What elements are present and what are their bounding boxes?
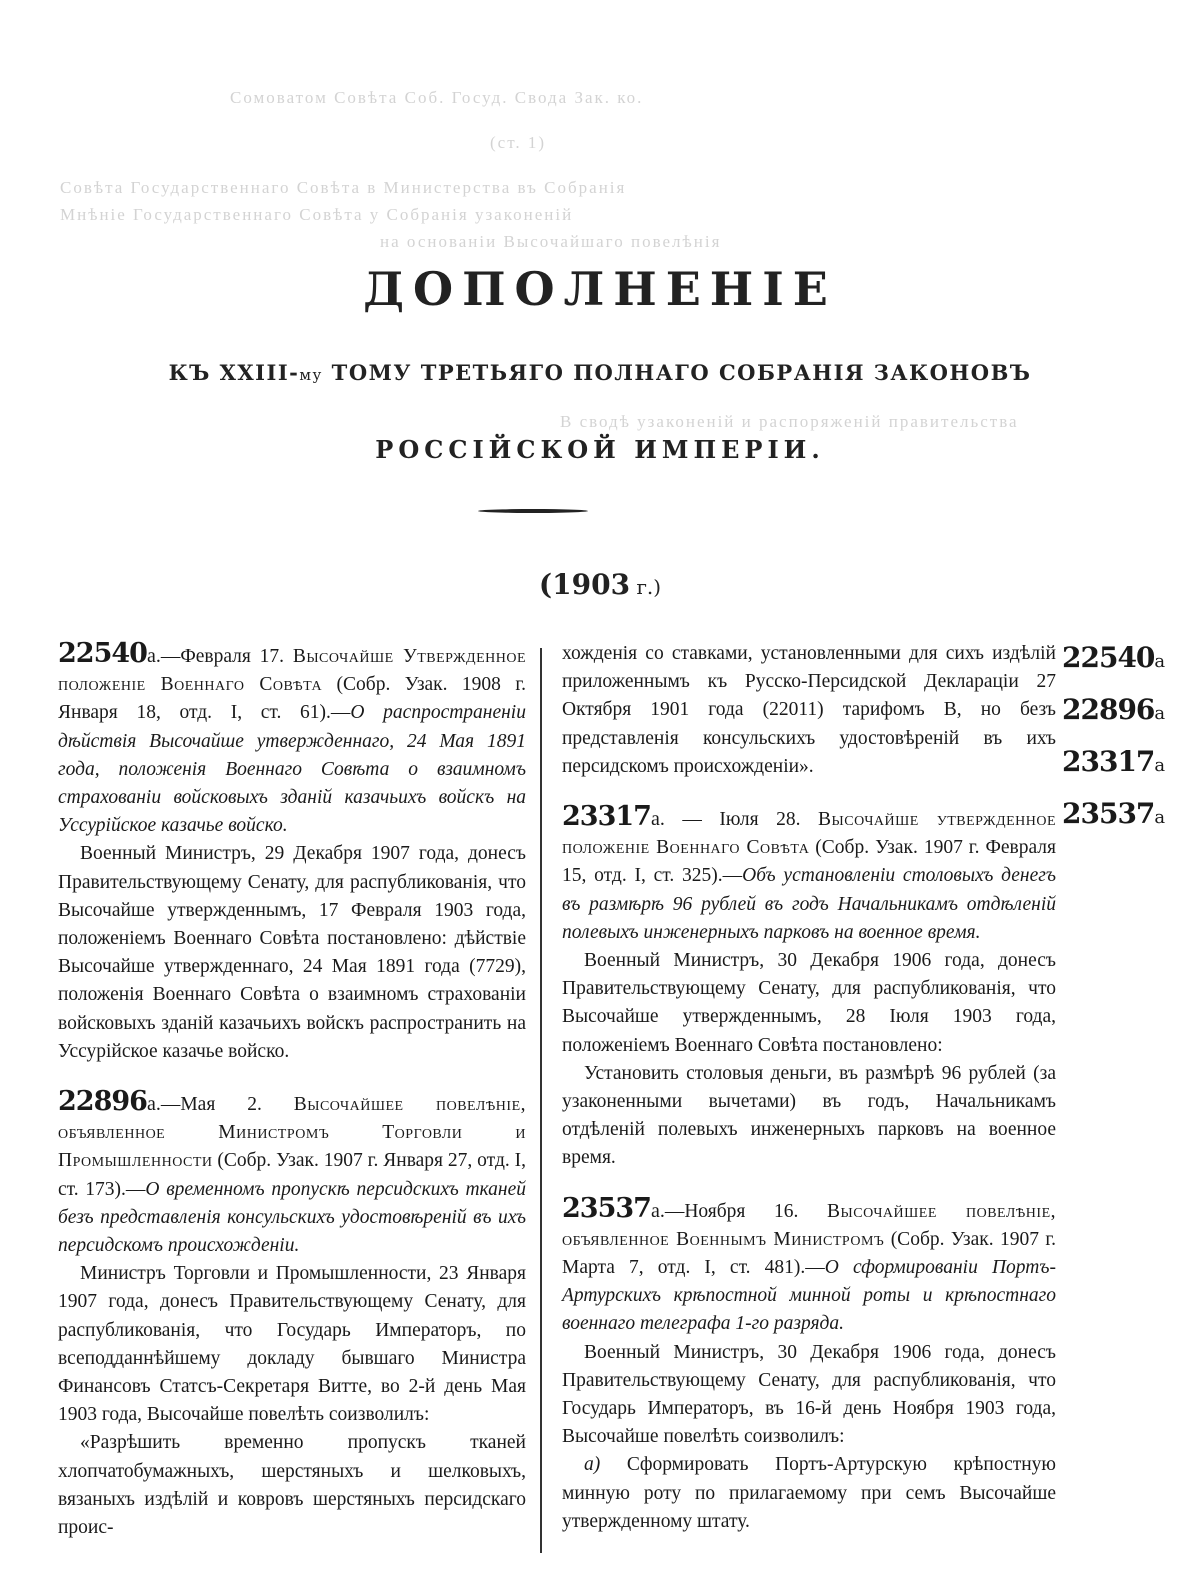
entry-date: — Іюля 28. xyxy=(664,809,801,831)
entry-paragraph: Военный Министръ, 30 Декабря 1906 года, донесъ Правительствующему Сенату, для распубликованія, что Государь Императоръ, въ 16-й день Ноября 1903 года, Высочайше повелѣть соизволилъ: xyxy=(562,1341,1056,1448)
entry-paragraph: хожденія со ставками, установленными для сихъ издѣлій приложеннымъ къ Русско-Персидской Деклараціи 27 Октября 1901 года (22011) тарифомъ В, но безъ представленія консульскихъ удостовѣреній въ ихъ персидскомъ происхожденіи». xyxy=(562,643,1056,777)
entry-title: Объ установленіи столовыхъ денегъ въ размѣрѣ 96 рублей въ годъ Начальникамъ отдѣленій полевыхъ инженерныхъ парковъ на военное время. xyxy=(562,865,1056,943)
entry-title: О распространеніи дѣйствія Высочайше утвержденнаго, 24 Мая 1891 года, положенія Военнаго Совѣта о взаимномъ страхованіи войсковыхъ зданій казачьихъ войскъ на Уссурійское казачье войско. xyxy=(58,702,526,837)
bleed-through-line: Совѣта Государственнаго Совѣта в Министерства въ Собранія xyxy=(60,178,627,197)
margin-number-index xyxy=(1062,634,1164,842)
document-subtitle-second-line: РОССІЙСКОЙ ИМПЕРІИ. xyxy=(375,435,825,464)
entry-paragraph: Военный Министръ, 30 Декабря 1906 года, донесъ Правительствующему Сенату, для распубликованія, что Высочайше утвержденнымъ, 28 Іюля 1903 года, положеніемъ Военнаго Совѣта постановлено: xyxy=(562,950,1056,1056)
entry-22896-continued xyxy=(562,640,1056,781)
entry-23317: 23317а. — Іюля 28. Высочайше утвержденное положеніе Военнаго Совѣта (Собр. Узак. 1907 г. Февраля 15, отд. I, ст. 325).—Объ установленіи столовыхъ денегъ въ размѣрѣ 96 рублей въ годъ Начальникамъ отдѣленій полевыхъ инженерныхъ парковъ на военное время. Военный Министръ, 30 Декабря 1906 года, донесъ Правительствующему Сенату, для распубликованія, что Высочайше утвержденнымъ, 28 Іюля 1903 года, положеніемъ Военнаго Совѣта постановлено: Установить столовыя деньги, въ размѣрѣ 96 рублей (за узаконенными вычетами) въ годъ, Начальникамъ отдѣленій полевыхъ инженерныхъ парковъ на военное время. xyxy=(562,803,1056,1173)
entry-number: 23537 xyxy=(562,1192,651,1224)
entry-paragraph: а) Сформировать Портъ-Артурскую крѣпостную минную роту по прилагаемому при семъ Высочайше утвержденному штату. xyxy=(562,1454,1056,1532)
margin-number: 22540а xyxy=(1062,641,1165,674)
decorative-rule xyxy=(478,509,588,513)
entry-paragraph: Военный Министръ, 29 Декабря 1907 года, донесъ Правительствующему Сенату, для распубликованія, что Высочайше утвержденнымъ, 17 Февраля 1903 года, положеніемъ Военнаго Совѣта постановлено: дѣйствіе Высочайше утвержденнаго, 24 Мая 1891 года (7729), положенія Военнаго Совѣта о взаимномъ страхованіи войсковыхъ зданій казачьихъ войскъ распространить на Уссурійское казачье войско. xyxy=(58,843,526,1062)
entry-act-type: Высочайшее повелѣніе, объявленное Военнымъ Министромъ xyxy=(562,1200,1057,1250)
margin-number: 23317а xyxy=(1062,745,1165,778)
bleed-through-line: Сомоватом Совѣта Соб. Госуд. Свода Зак. ко. xyxy=(230,88,644,107)
entry-22540: 22540а.—Февраля 17. Высочайше Утвержденное положеніе Военнаго Совѣта (Собр. Узак. 1908 г. Января 18, отд. I, ст. 61).—О распространеніи дѣйствія Высочайше утвержденнаго, 24 Мая 1891 года, положенія Военнаго Совѣта о взаимномъ страхованіи войсковыхъ зданій казачьихъ войскъ на Уссурійское казачье войско. Военный Министръ, 29 Декабря 1907 года, донесъ Правительствующему Сенату, для распубликованія, что Высочайше утвержденнымъ, 17 Февраля 1903 года, положеніемъ Военнаго Совѣта постановлено: дѣйствіе Высочайше утвержденнаго, 24 Мая 1891 года (7729), положенія Военнаго Совѣта о взаимномъ страхованіи войсковыхъ зданій казачьихъ войскъ распространить на Уссурійское казачье войско. xyxy=(58,640,526,1066)
right-column xyxy=(562,640,1056,1558)
bleed-through-line: Мнѣніе Государственнаго Совѣта у Собранія узаконеній xyxy=(60,205,574,224)
entry-23537: 23537а.—Ноября 16. Высочайшее повелѣніе, объявленное Военнымъ Министромъ (Собр. Узак. 1907 г. Марта 7, отд. I, ст. 481).—О сформированіи Портъ-Артурскихъ крѣпостной минной роты и крѣпостнаго военнаго телеграфа 1-го разряда. Военный Министръ, 30 Декабря 1906 года, донесъ Правительствующему Сенату, для распубликованія, что Государь Императоръ, въ 16-й день Ноября 1903 года, Высочайше повелѣть соизволилъ: а) Сформировать Портъ-Артурскую крѣпостную минную роту по прилагаемому при семъ Высочайше утвержденному штату. xyxy=(562,1195,1056,1536)
entry-number: 23317 xyxy=(562,801,651,833)
entry-reference: (Собр. Узак. 1907 г. Марта 7, отд. I, ст. 481).— xyxy=(562,1228,1057,1279)
margin-number: 23537а xyxy=(1062,797,1165,830)
entry-act-type: Высочайше утвержденное положеніе Военнаго Совѣта xyxy=(562,809,1057,859)
bleed-through-line: (ст. 1) xyxy=(490,133,547,152)
entry-date: —Ноября 16. xyxy=(664,1200,799,1222)
entry-number: 22540 xyxy=(58,638,147,669)
entry-date: —Февраля 17. xyxy=(160,646,285,667)
bleed-through-line: на основаніи Высочайшаго повелѣнія xyxy=(380,232,722,251)
document-title: ДОПОЛНЕНІЕ xyxy=(363,262,837,316)
entry-title: О сформированіи Портъ-Артурскихъ крѣпостной минной роты и крѣпостнаго военнаго телеграфа 1-го разряда. xyxy=(562,1257,1056,1335)
margin-number: 22896а xyxy=(1062,693,1165,726)
entry-number: 22896 xyxy=(58,1086,147,1118)
entry-act-type: Высочайшее повелѣніе, объявленное Министромъ Торговли и Промышленности xyxy=(58,1094,527,1172)
bleed-through-line: В сводѣ узаконеній и распоряженій правительства xyxy=(560,412,1019,431)
year-heading: (1903 г.) xyxy=(538,568,662,601)
entry-reference: (Собр. Узак. 1907 г. Января 27, отд. I, ст. 173).— xyxy=(58,1150,526,1200)
entry-22896: 22896а.—Мая 2. Высочайшее повелѣніе, объявленное Министромъ Торговли и Промышленности (Собр. Узак. 1907 г. Января 27, отд. I, ст. 173).—О временномъ пропускѣ персидскихъ тканей безъ представленія консульскихъ удостовѣреній въ ихъ персидскомъ происхожденіи. Министръ Торговли и Промышленности, 23 Января 1907 года, донесъ Правительствующему Сенату, для распубликованія, что Государь Императоръ, по всеподданнѣйшему докладу бывшаго Министра Финансовъ Статсъ-Секретаря Витте, во 2-й день Мая 1903 года, Высочайше повелѣть соизволилъ: «Разрѣшить временно пропускъ тканей хлопчатобумажныхъ, шерстяныхъ и шелковыхъ, вязаныхъ издѣлій и ковровъ шерстяныхъ персидскаго проис- xyxy=(58,1088,526,1542)
entry-paragraph: Установить столовыя деньги, въ размѣрѣ 96 рублей (за узаконенными вычетами) въ годъ, Начальникамъ отдѣленій полевыхъ инженерныхъ парковъ на военное время. xyxy=(562,1062,1056,1169)
entry-reference: (Собр. Узак. 1907 г. Февраля 15, отд. I, ст. 325).— xyxy=(562,837,1056,887)
entry-reference: (Собр. Узак. 1908 г. Января 18, отд. I, ст. 61).— xyxy=(58,674,526,724)
entry-date: —Мая 2. xyxy=(160,1094,262,1116)
left-column xyxy=(58,640,526,1564)
entry-paragraph: Министръ Торговли и Промышленности, 23 Января 1907 года, донесъ Правительствующему Сенату, для распубликованія, что Государь Императоръ, по всеподданнѣйшему докладу бывшаго Министра Финансовъ Статсъ-Секретаря Витте, во 2-й день Мая 1903 года, Высочайше повелѣть соизволилъ: xyxy=(58,1263,526,1426)
entry-title: О временномъ пропускѣ персидскихъ тканей безъ представленія консульскихъ удостовѣреній въ ихъ персидскомъ происхожденіи. xyxy=(58,1178,526,1257)
document-subtitle: КЪ XXIII-му ТОМУ ТРЕТЬЯГО ПОЛНАГО СОБРАНІЯ ЗАКОНОВЪ xyxy=(168,360,1032,385)
entry-act-type: Высочайше Утвержденное положеніе Военнаго Совѣта xyxy=(58,646,527,696)
entry-paragraph: «Разрѣшить временно пропускъ тканей хлопчатобумажныхъ, шерстяныхъ и шелковыхъ, вязаныхъ издѣлій и ковровъ шерстяныхъ персидскаго проис- xyxy=(58,1432,526,1539)
column-divider xyxy=(540,648,542,1553)
